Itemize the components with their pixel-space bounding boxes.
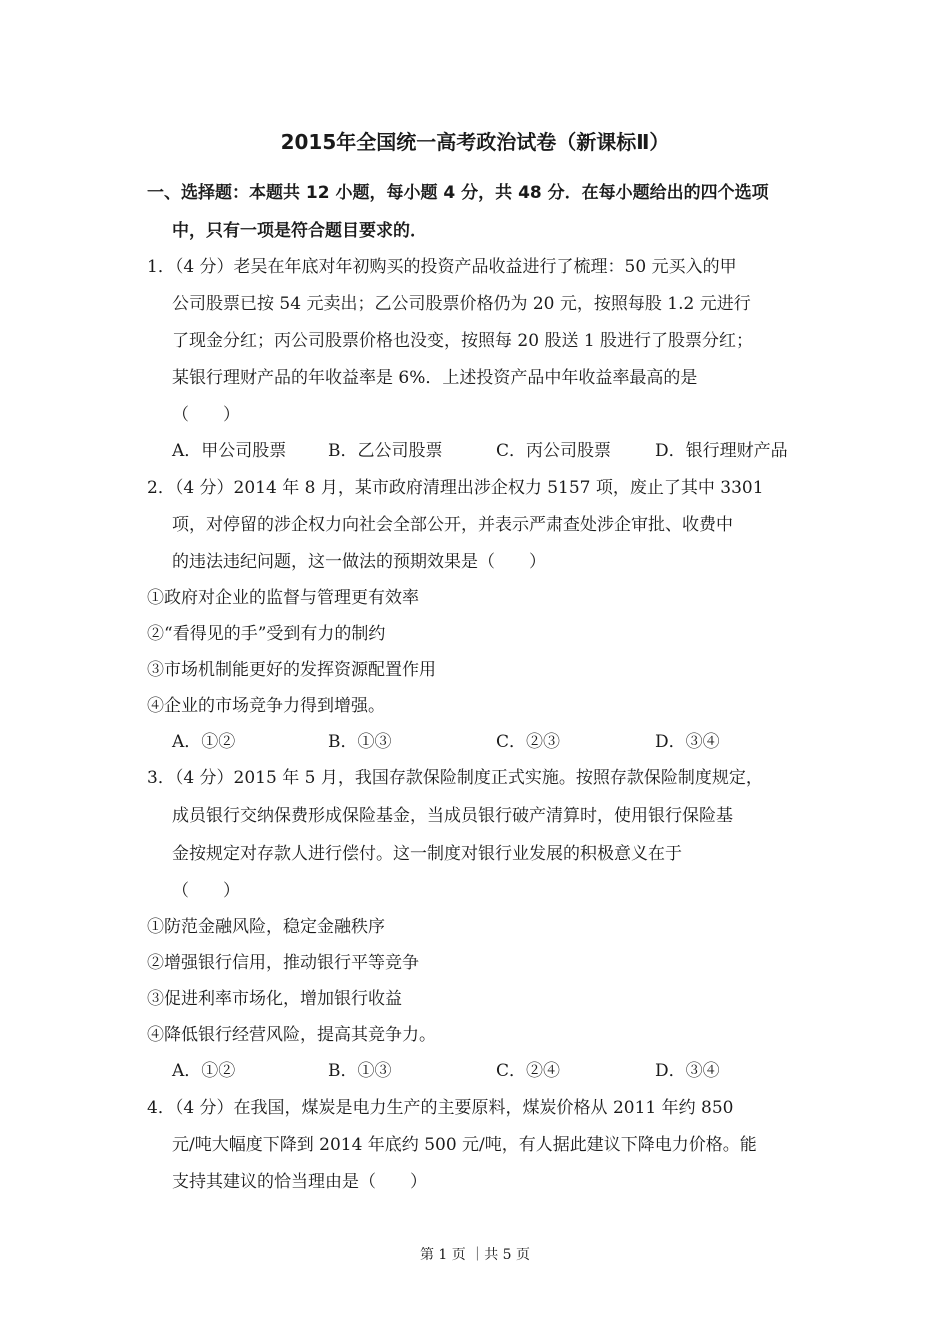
section-heading-line-2: 中，只有一项是符合题目要求的． — [172, 221, 427, 241]
question-2-option-c: C．②③ — [496, 732, 561, 752]
page-title: 2015年全国统一高考政治试卷（新课标Ⅱ） — [280, 130, 670, 154]
question-2-line-3: 的违法违纪问题，这一做法的预期效果是（ ） — [172, 552, 546, 572]
question-1-option-c: C．丙公司股票 — [496, 441, 612, 461]
question-2-option-a: A．①② — [172, 732, 236, 752]
question-3-statement-1: ①防范金融风险，稳定金融秩序 — [147, 917, 385, 937]
question-2-line-1: 2．（4 分）2014 年 8 月，某市政府清理出涉企权力 5157 项，废止了其中 3301 — [147, 478, 764, 498]
question-2-statement-4: ④企业的市场竞争力得到增强。 — [147, 696, 385, 716]
question-1-option-b: B．乙公司股票 — [328, 441, 443, 461]
question-4-line-2: 元/吨大幅度下降到 2014 年底约 500 元/吨，有人据此建议下降电力价格。能 — [172, 1135, 757, 1155]
question-2-statement-3: ③市场机制能更好的发挥资源配置作用 — [147, 660, 436, 680]
question-4-line-1: 4．（4 分）在我国，煤炭是电力生产的主要原料，煤炭价格从 2011 年约 850 — [147, 1098, 734, 1118]
question-3-statement-2: ②增强银行信用，推动银行平等竞争 — [147, 953, 419, 973]
question-3-line-1: 3．（4 分）2015 年 5 月，我国存款保险制度正式实施。按照存款保险制度规定， — [147, 768, 763, 788]
question-3-line-2: 成员银行交纳保费形成保险基金，当成员银行破产清算时，使用银行保险基 — [172, 806, 733, 826]
question-2-option-d: D．③④ — [655, 732, 720, 752]
question-1-line-1: 1．（4 分）老吴在年底对年初购买的投资产品收益进行了梳理：50 元买入的甲 — [147, 257, 737, 277]
question-3-statement-4: ④降低银行经营风险，提高其竞争力。 — [147, 1025, 436, 1045]
question-2-statement-2: ②“看得见的手”受到有力的制约 — [147, 624, 386, 644]
question-3-option-b: B．①③ — [328, 1061, 392, 1081]
question-2-statement-1: ①政府对企业的监督与管理更有效率 — [147, 588, 419, 608]
question-1-option-d: D．银行理财产品 — [655, 441, 788, 461]
question-4-line-3: 支持其建议的恰当理由是（ ） — [172, 1172, 427, 1192]
question-3-option-c: C．②④ — [496, 1061, 561, 1081]
question-1-line-2: 公司股票已按 54 元卖出；乙公司股票价格仍为 20 元，按照每股 1.2 元进行 — [172, 294, 751, 314]
question-3-line-3: 金按规定对存款人进行偿付。这一制度对银行业发展的积极意义在于 — [172, 844, 682, 864]
question-1-line-3: 了现金分红；丙公司股票价格也没变，按照每 20 股送 1 股进行了股票分红； — [172, 331, 754, 351]
question-2-line-2: 项，对停留的涉企权力向社会全部公开，并表示严肃查处涉企审批、收费中 — [172, 515, 733, 535]
question-3-option-d: D．③④ — [655, 1061, 720, 1081]
question-1-option-a: A．甲公司股票 — [172, 441, 287, 461]
question-3-statement-3: ③促进利率市场化，增加银行收益 — [147, 989, 402, 1009]
question-1-line-5: （ ） — [172, 405, 240, 425]
question-3-option-a: A．①② — [172, 1061, 236, 1081]
section-heading-line-1: 一、选择题：本题共 12 小题，每小题 4 分，共 48 分．在每小题给出的四个选项 — [147, 183, 769, 203]
question-2-option-b: B．①③ — [328, 732, 392, 752]
question-3-line-4: （ ） — [172, 881, 240, 901]
question-1-line-4: 某银行理财产品的年收益率是 6%．上述投资产品中年收益率最高的是 — [172, 368, 698, 388]
page-footer: 第 1 页 ｜共 5 页 — [419, 1247, 531, 1263]
